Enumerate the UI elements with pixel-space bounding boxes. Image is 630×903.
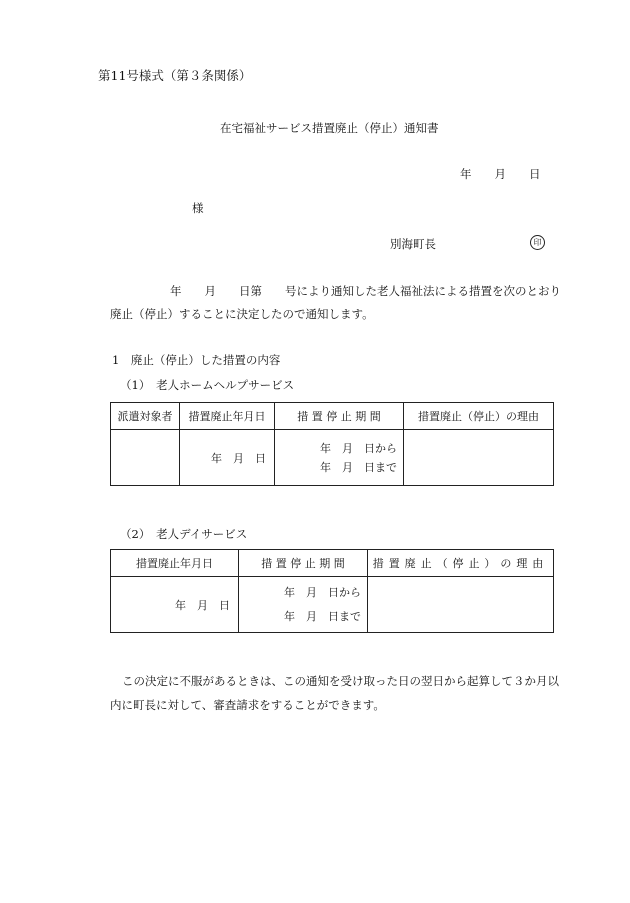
header-reason: 措置廃止（停止）の理由 xyxy=(368,550,554,577)
issuer-name: 別海町長 xyxy=(390,237,436,251)
document-title: 在宅福祉サービス措置廃止（停止）通知書 xyxy=(220,121,439,135)
subsection-1-heading: （1） 老人ホームヘルプサービス xyxy=(120,378,295,392)
cell-termination-date xyxy=(180,430,275,486)
seal-label: 印 xyxy=(533,238,542,247)
cell-termination-date xyxy=(111,577,239,633)
period-to: 年 月 日まで xyxy=(320,460,397,474)
header-suspension-period: 措 置 停 止 期 間 xyxy=(275,403,404,430)
period-from: 年 月 日から xyxy=(284,585,361,599)
period-to: 年 月 日まで xyxy=(284,609,361,623)
subsection-2-heading: （2） 老人デイサービス xyxy=(120,527,248,541)
form-number: 第11号様式（第３条関係） xyxy=(98,68,252,83)
cell-suspension-period xyxy=(275,430,404,486)
header-termination-date: 措置廃止年月日 xyxy=(111,550,239,577)
cell-reason xyxy=(368,577,554,633)
section-heading: 1 廃止（停止）した措置の内容 xyxy=(112,353,281,367)
cell-suspension-period xyxy=(239,577,368,633)
table-day-service xyxy=(110,549,554,633)
header-reason: 措置廃止（停止）の理由 xyxy=(404,403,554,430)
date-value: 年 月 日 xyxy=(211,451,266,465)
date-line: 年 月 日 xyxy=(460,167,541,181)
note-line-1: この決定に不服があるときは、この通知を受け取った日の翌日から起算して３か月以 xyxy=(122,674,559,688)
period-from: 年 月 日から xyxy=(320,441,397,455)
seal-mark xyxy=(530,235,545,250)
cell-reason xyxy=(404,430,554,486)
header-termination-date: 措置廃止年月日 xyxy=(180,403,275,430)
body-line-1: 年 月 日第 号により通知した老人福祉法による措置を次のとおり xyxy=(170,284,561,298)
note-line-2: 内に町長に対して、審査請求をすることができます。 xyxy=(110,698,385,712)
header-target: 派遣対象者 xyxy=(111,403,180,430)
date-value: 年 月 日 xyxy=(175,598,230,612)
header-suspension-period: 措 置 停 止 期 間 xyxy=(239,550,368,577)
addressee-suffix: 様 xyxy=(192,201,204,215)
body-line-2: 廃止（停止）することに決定したので通知します。 xyxy=(110,307,374,321)
cell-target xyxy=(111,430,180,486)
table-home-help xyxy=(110,402,554,486)
